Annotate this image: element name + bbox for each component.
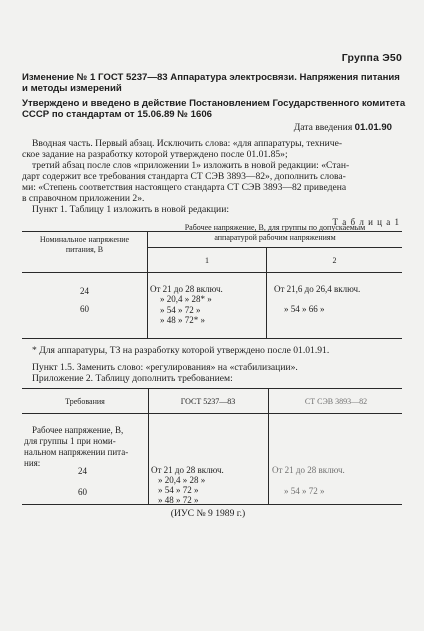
table-2-bottom-rule [22,504,402,505]
table-2-st-sev-line-2: » 54 » 72 » [284,486,325,496]
table-1-subheader-2: 2 [332,256,337,265]
table-2-col-divider-1 [148,388,149,504]
document-title-line-1: Изменение № 1 ГОСТ 5237—83 Аппаратура электросвязи. Напряжения питания [22,72,400,83]
table-2-header-gost: ГОСТ 5237—83 [180,397,236,406]
table-1-row1-g1-line1: От 21 до 28 включ. [150,284,223,294]
table-2-gost-line-4: » 48 » 72 » [158,495,199,505]
table-2-req-line-2: для группы 1 при номи- [24,436,116,446]
table-2-nominal-60: 60 [78,487,87,497]
third-paragraph-line-3: ми: «Степень соответствия настоящего стандарта СТ СЭВ 3893—82 приведена [22,182,347,193]
table-2-col-divider-2 [268,388,269,504]
table-2-gost-line-3: » 54 » 72 » [158,485,199,495]
third-paragraph-line-4: в справочном приложении 2». [22,193,145,204]
third-paragraph-line-1: третий абзац после слов «приложении 1» изложить в новой редакции: «Стан- [32,160,350,171]
table-2-header-st-sev: СТ СЭВ 3893—82 [304,397,368,406]
table-1-subheader-1: 1 [205,256,209,265]
table-1-col1-header-line-1: Номинальное напряжение [39,235,130,244]
table-2-req-line-4: ния: [24,458,41,468]
document-title-line-2: и методы измерений [22,83,122,94]
item-1-text: Пункт 1. Таблицу 1 изложить в новой редакции: [32,204,229,215]
table-1-col1-header-line-2: питания, В [65,245,104,254]
table-1-group-header-line-2: аппаратурой рабочим напряжениям [214,233,336,242]
table-1-col1-header [24,235,145,255]
intro-paragraph-line-2: ское задание на разработку которой утверждено после 01.01.85»; [22,149,288,160]
table-1-row2-g2-line1: » 54 » 66 » [284,304,325,314]
table-1-row1-g2-line1: От 21,6 до 26,4 включ. [274,284,361,294]
table-1-row1-g1-line2: » 20,4 » 28* » [160,294,212,304]
table-2-nominal-24: 24 [78,466,87,476]
effective-date-value: 01.01.90 [354,122,392,133]
intro-paragraph-line-1: Вводная часть. Первый абзац. Исключить слова: «для аппаратуры, техниче- [32,138,343,149]
table-2-st-sev-line-1: От 21 до 28 включ. [272,465,345,475]
table-2-top-rule [22,388,402,389]
group-code: Группа Э50 [341,52,402,64]
table-1-group-rule [147,247,402,248]
table-1-row2-g1-line2: » 48 » 72* » [160,315,205,325]
table-2-header-rule [22,413,402,414]
approval-line-2: СССР по стандартам от 15.06.89 № 1606 [22,109,212,120]
table-2-req-line-3: нальном напряжении пита- [24,447,129,457]
table-2-gost-line-1: От 21 до 28 включ. [151,465,224,475]
item-1-5-text: Пункт 1.5. Заменить слово: «регулирования» на «стабилизации». [32,362,298,373]
table-2-header-requirements: Требования [65,397,105,406]
table-1-nominal-24: 24 [80,286,89,296]
table-1-group-header [150,223,400,243]
table-1-col-divider-1 [147,231,148,338]
third-paragraph-line-2: дарт содержит все требования стандарта СТ СЭВ 3893—82», дополнить слова- [22,171,346,182]
table-1-row2-g1-line1: » 54 » 72 » [160,305,201,315]
table-1-caption: Т а б л и ц а 1 [332,217,400,227]
table-1-header-rule [22,272,402,273]
effective-date-label: Дата введения [293,122,353,133]
table-1-nominal-60: 60 [80,304,89,314]
table-2-req-line-1: Рабочее напряжение, В, [32,425,124,435]
source-note: (ИУС № 9 1989 г.) [170,508,246,519]
table-1-spacer [147,245,402,246]
approval-line-1: Утверждено и введено в действие Постановлением Государственного комитета [22,98,406,109]
table-2-gost-line-2: » 20,4 » 28 » [158,475,206,485]
table-1-bottom-rule [22,338,402,339]
footnote: * Для аппаратуры, ТЗ на разработку которой утверждено после 01.01.91. [32,345,330,356]
appendix-2-text: Приложение 2. Таблицу дополнить требованием: [32,373,233,384]
effective-date [294,122,392,134]
table-1-group-header-line-1: Рабочее напряжение, В, для группы по допускаемым [184,223,366,232]
